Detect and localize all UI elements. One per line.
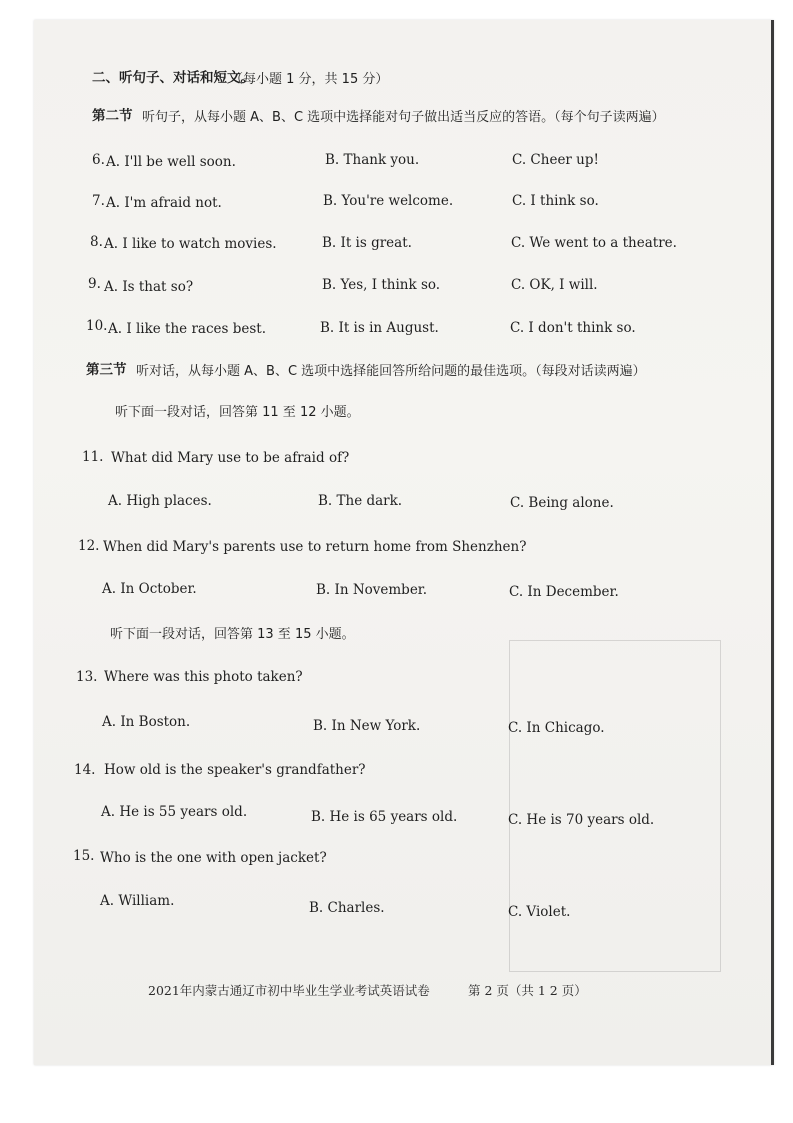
option-b: B. It is great.: [322, 235, 412, 251]
option-b: B. He is 65 years old.: [311, 809, 458, 825]
option-b: B. Charles.: [309, 900, 385, 916]
option-c: C. I think so.: [512, 193, 599, 209]
question-number: 8.: [90, 234, 103, 250]
section-heading: 二、听句子、对话和短文。: [92, 70, 254, 86]
question-text: Who is the one with open jacket?: [100, 850, 327, 866]
option-a: A. I like to watch movies.: [104, 236, 277, 252]
option-a: A. In Boston.: [102, 714, 191, 730]
option-a: A. High places.: [108, 493, 212, 509]
question-text: When did Mary's parents use to return home from Shenzhen?: [103, 539, 527, 555]
part3-label: 第三节: [86, 362, 127, 378]
option-b: B. Yes, I think so.: [322, 277, 441, 293]
question-number: 14.: [74, 762, 96, 778]
option-c: C. He is 70 years old.: [508, 812, 655, 828]
option-c: C. Violet.: [508, 904, 571, 920]
option-a: A. Is that so?: [104, 279, 194, 295]
option-c: C. Cheer up!: [512, 152, 599, 168]
question-number: 13.: [76, 669, 98, 685]
option-a: A. I'm afraid not.: [106, 195, 222, 211]
option-c: C. We went to a theatre.: [511, 235, 677, 251]
option-a: A. I like the races best.: [108, 321, 266, 337]
option-b: B. In November.: [316, 582, 428, 598]
question-text: What did Mary use to be afraid of?: [111, 450, 350, 466]
option-a: A. In October.: [102, 581, 197, 597]
option-a: A. William.: [100, 893, 175, 909]
section-heading-note: （每小题 1 分，共 15 分）: [230, 72, 389, 87]
option-a: A. He is 55 years old.: [101, 804, 248, 820]
bleed-through-table: [509, 640, 721, 972]
part2-instruction: 听句子，从每小题 A、B、C 选项中选择能对句子做出适当反应的答语。（每个句子读两遍）: [142, 110, 665, 125]
question-number: 12.: [78, 538, 100, 554]
question-number: 11.: [82, 449, 104, 465]
option-c: C. OK, I will.: [511, 277, 598, 293]
dialogue-intro: 听下面一段对话，回答第 11 至 12 小题。: [115, 405, 360, 420]
question-text: How old is the speaker's grandfather?: [104, 762, 366, 778]
question-number: 15.: [73, 848, 95, 864]
dialogue-intro: 听下面一段对话，回答第 13 至 15 小题。: [110, 627, 355, 642]
option-c: C. In December.: [509, 584, 619, 600]
part3-instruction: 听对话，从每小题 A、B、C 选项中选择能回答所给问题的最佳选项。（每段对话读两遍）: [136, 364, 646, 379]
option-c: C. I don't think so.: [510, 320, 636, 336]
option-b: B. Thank you.: [325, 152, 420, 168]
option-b: B. In New York.: [313, 718, 421, 734]
option-a: A. I'll be well soon.: [106, 154, 236, 170]
question-number: 7.: [92, 193, 105, 209]
question-number: 9.: [88, 276, 101, 292]
option-c: C. Being alone.: [510, 495, 614, 511]
footer-page-number: 第 2 页（共 1 2 页）: [468, 983, 587, 998]
option-b: B. You're welcome.: [323, 193, 454, 209]
option-b: B. It is in August.: [320, 320, 439, 336]
question-number: 6.: [92, 152, 105, 168]
option-c: C. In Chicago.: [508, 720, 605, 736]
option-b: B. The dark.: [318, 493, 403, 509]
question-number: 10.: [86, 318, 108, 334]
part2-label: 第二节: [92, 108, 133, 124]
question-text: Where was this photo taken?: [104, 669, 303, 685]
footer-exam-title: 2021年内蒙古通辽市初中毕业生学业考试英语试卷: [148, 983, 430, 998]
